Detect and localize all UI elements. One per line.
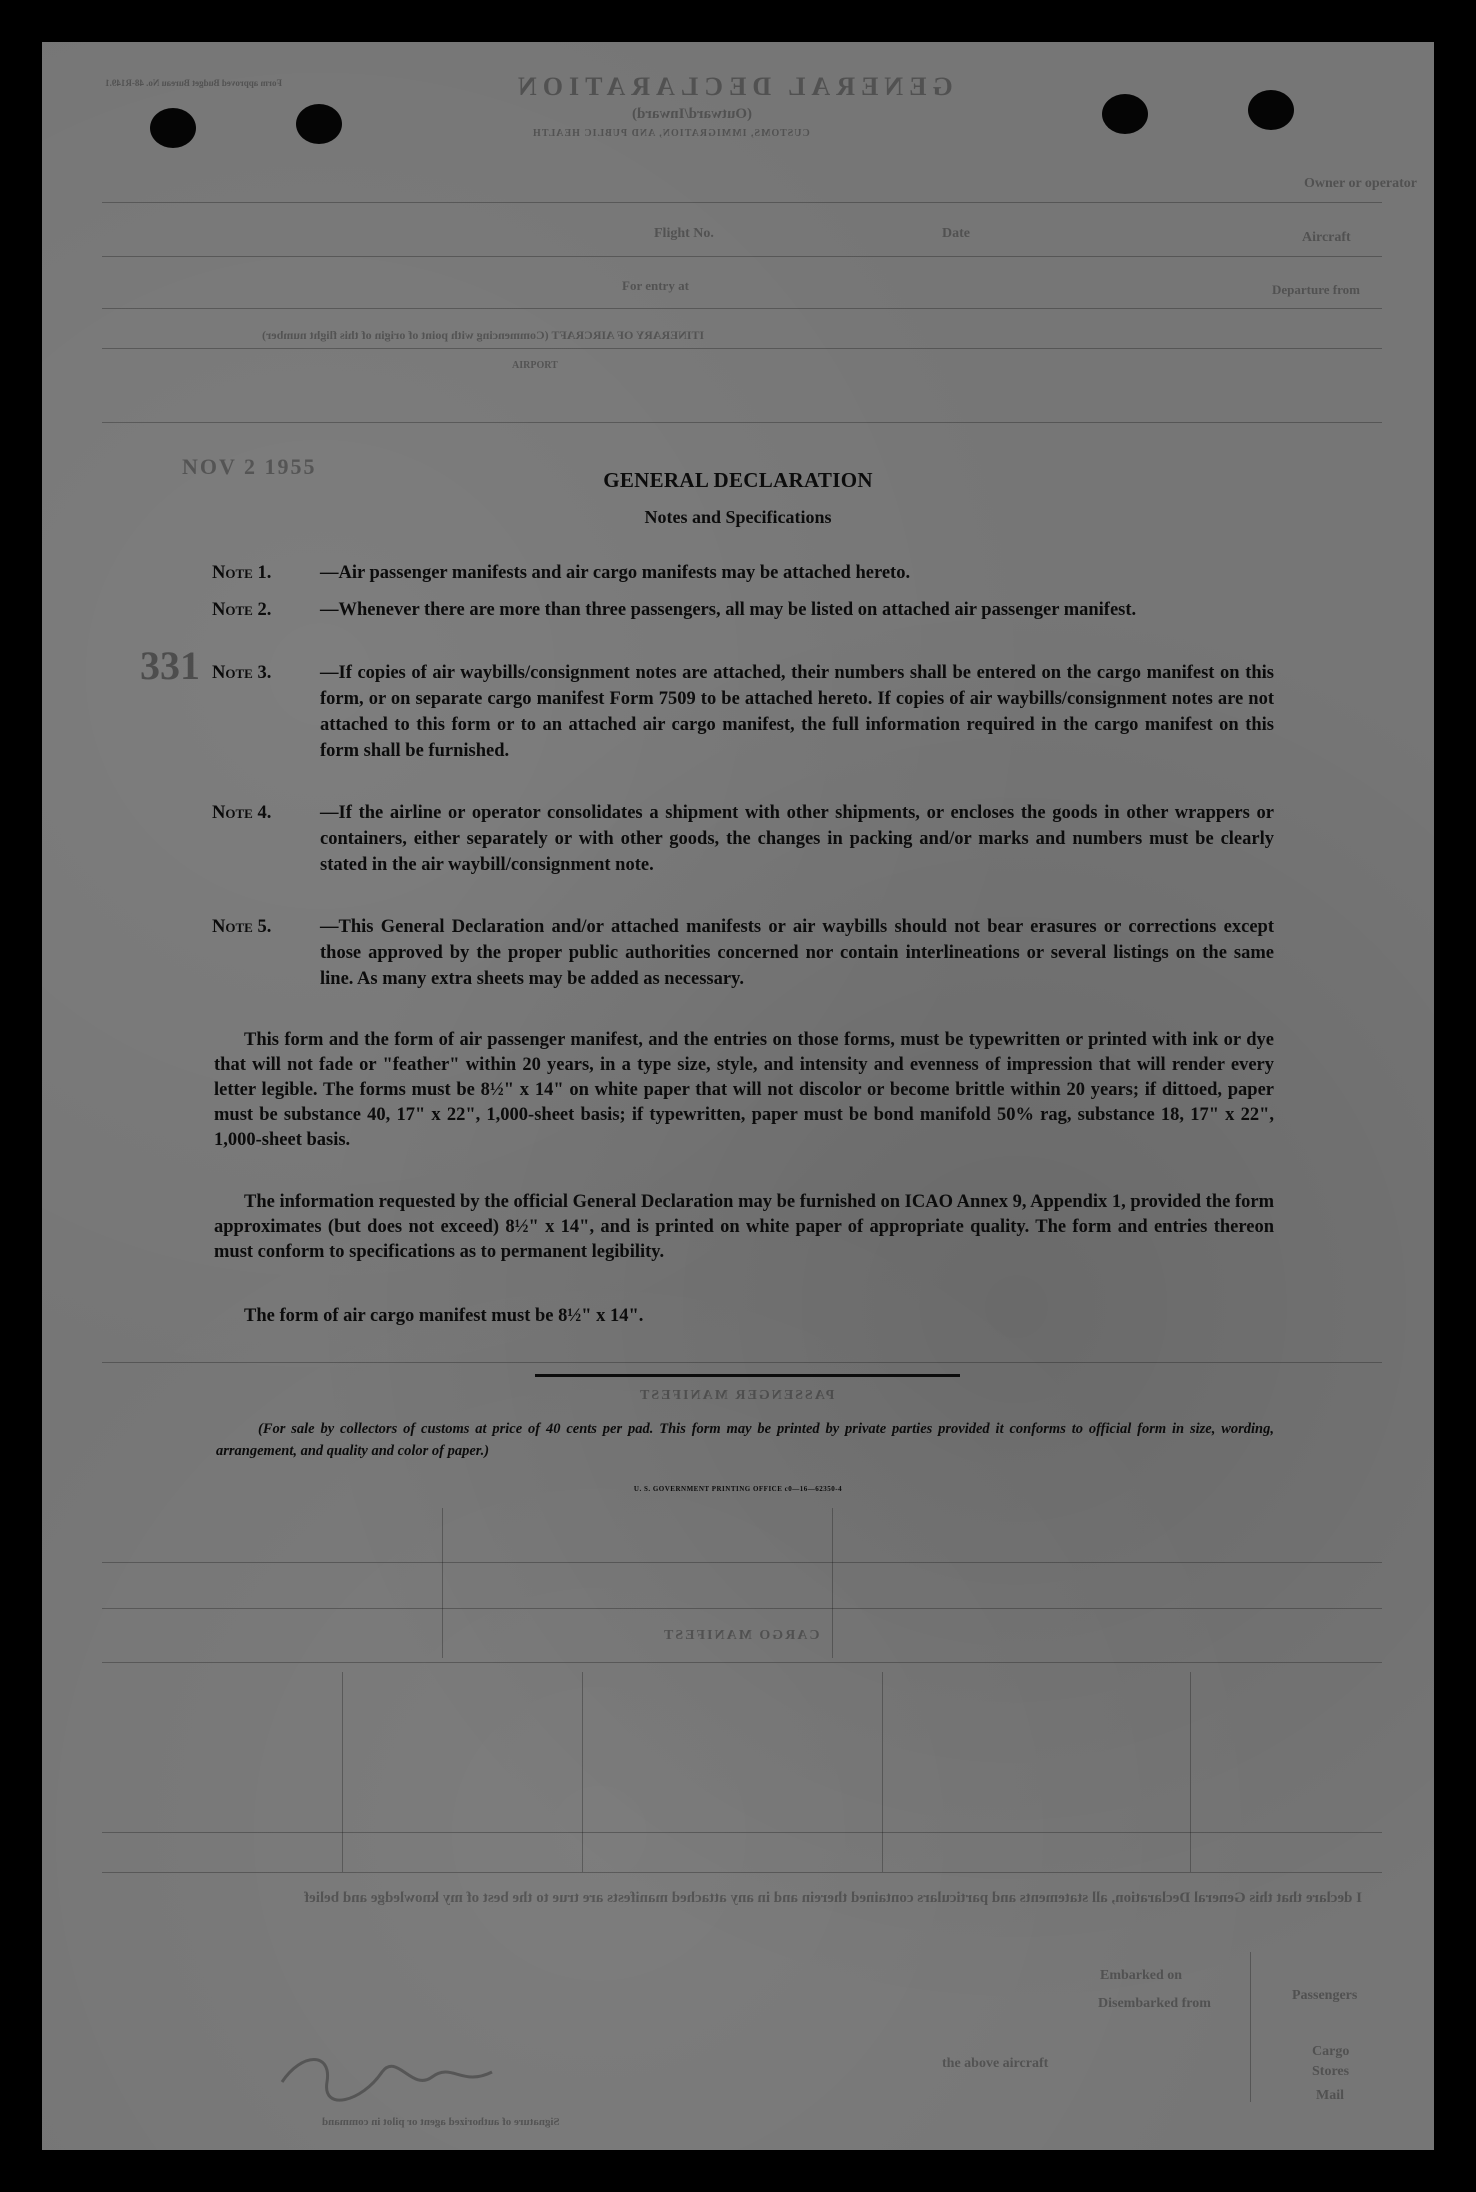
bleed-rule bbox=[342, 1672, 343, 1872]
bleed-rule bbox=[442, 1508, 443, 1658]
bleed-passenger-manifest: PASSENGER MANIFEST bbox=[638, 1388, 835, 1403]
bleed-rule bbox=[1190, 1672, 1191, 1872]
divider-rule bbox=[535, 1374, 960, 1377]
note-3-text: —If copies of air waybills/consignment notes are attached, their numbers shall be entered on the cargo manifest on this form, or on separate cargo manifest Form 7509 to be attached hereto. If copies of air waybills/consignment notes are not attached to this form or to an attached air cargo manifest, the full information required in the cargo manifest on this form shall be furnished. bbox=[320, 663, 1274, 761]
note-3-label: Note 3. bbox=[212, 663, 272, 683]
page-subtitle: Notes and Specifications bbox=[644, 507, 832, 527]
bleed-rule bbox=[102, 1662, 1382, 1663]
note-2-label: Note 2. bbox=[212, 600, 272, 620]
bleed-row-owner: Owner or operator bbox=[1304, 176, 1418, 191]
bleed-itinerary: ITINERARY OF AIRCRAFT (Commencing with point of origin of this flight number) bbox=[262, 328, 705, 342]
bleed-rule bbox=[102, 202, 1382, 203]
bleed-stamp: NOV 2 1955 bbox=[182, 454, 317, 479]
bleed-row-date: Date bbox=[942, 226, 970, 241]
bleed-rule bbox=[102, 1608, 1382, 1609]
punch-hole-left-2 bbox=[296, 104, 342, 144]
punch-hole-left-1 bbox=[150, 108, 196, 148]
bleed-cargo: Cargo bbox=[1312, 2044, 1350, 2059]
note-4-label: Note 4. bbox=[212, 803, 272, 823]
bleed-col-airport: AIRPORT bbox=[512, 360, 558, 371]
bleed-rule bbox=[102, 422, 1382, 423]
punch-hole-right-1 bbox=[1102, 94, 1148, 134]
bleed-above-aircraft: the above aircraft bbox=[942, 2056, 1049, 2071]
bleed-row-arrival: For entry at bbox=[622, 278, 689, 293]
bleed-signature-scribble bbox=[272, 2042, 512, 2112]
note-5-label: Note 5. bbox=[212, 917, 272, 937]
bleed-rule bbox=[102, 348, 1382, 349]
bleed-rule bbox=[102, 1362, 1382, 1363]
bleed-rule bbox=[832, 1508, 833, 1658]
paragraph-paper-requirements: This form and the form of air passenger manifest, and the entries on those forms, must be typewritten or printed with ink or dye that will not fade or "feather" within 20 years, in a type size, style, and intensity and evenness of impression that will render every letter legible. The forms must be 8½" x 14" on white paper that will not discolor or become brittle within 20 years; if dittoed, paper must be substance 40, 17" x 22", 1,000-sheet basis; if typewritten, paper must be bond manifold 50% rag, substance 18, 17" x 22", 1,000-sheet basis. bbox=[214, 1030, 1274, 1150]
bleed-rule bbox=[102, 1872, 1382, 1873]
bleed-disembarked: Disembarked from bbox=[1098, 1996, 1211, 2011]
bleed-signature-caption: Signature of authorized agent or pilot in command bbox=[322, 2116, 560, 2128]
bleed-rule bbox=[882, 1672, 883, 1872]
paragraph-cargo-manifest-size: The form of air cargo manifest must be 8½" x 14". bbox=[244, 1306, 644, 1326]
printing-office-imprint: U. S. GOVERNMENT PRINTING OFFICE c0—16—62350-4 bbox=[633, 1485, 843, 1493]
bleed-rule bbox=[582, 1672, 583, 1872]
sale-note: (For sale by collectors of customs at price of 40 cents per pad. This form may be printed by private parties provided it conforms to official form in size, wording, arrangement, and quality and color of paper.) bbox=[216, 1421, 1274, 1459]
note-4-text: —If the airline or operator consolidates a shipment with other shipments, or encloses the goods in other wrappers or containers, either separately or with other goods, the changes in packing and/or marks and numbers must be clearly stated in the air waybill/consignment note. bbox=[320, 803, 1274, 875]
note-2-text: —Whenever there are more than three passengers, all may be listed on attached air passenger manifest. bbox=[320, 600, 1137, 620]
bleed-agencies: CUSTOMS, IMMIGRATION, AND PUBLIC HEALTH bbox=[532, 128, 810, 139]
note-1-label: Note 1. bbox=[212, 563, 272, 583]
bleed-declare: I declare that this General Declaration, all statements and particulars contained therein and in any attached manifests are true to the best of my knowledge and belief bbox=[304, 1890, 1362, 1906]
bleed-row-aircraft: Aircraft bbox=[1302, 230, 1351, 245]
bleed-page-number: 331 bbox=[140, 643, 200, 688]
bleed-embarked: Embarked on bbox=[1100, 1968, 1183, 1983]
bleed-passengers: Passengers bbox=[1292, 1988, 1358, 2003]
bleed-subheading: (Outward/Inward) bbox=[632, 106, 753, 122]
bleed-rule bbox=[102, 1562, 1382, 1563]
bleed-stores: Stores bbox=[1312, 2064, 1350, 2079]
bleed-row-flight: Flight No. bbox=[654, 226, 714, 241]
bleed-row-departure: Departure from bbox=[1272, 282, 1360, 297]
bleed-rule bbox=[102, 256, 1382, 257]
paragraph-icao-annex: The information requested by the official General Declaration may be furnished on ICAO Annex 9, Appendix 1, provided the form approximates (but does not exceed) 8½" x 14", and is printed on white paper of appropriate quality. The form and entries thereon must conform to specifications as to permanent legibility. bbox=[214, 1192, 1274, 1262]
bleed-heading: GENERAL DECLARATION bbox=[512, 72, 953, 101]
note-5-text: —This General Declaration and/or attached manifests or air waybills should not bear erasures or corrections except those approved by the proper public authorities concerned nor contain interlineations or several listings on the same line. As many extra sheets may be added as necessary. bbox=[320, 917, 1274, 989]
note-1-text: —Air passenger manifests and air cargo manifests may be attached hereto. bbox=[320, 563, 911, 583]
bleed-rule bbox=[102, 308, 1382, 309]
bleed-mail: Mail bbox=[1316, 2088, 1344, 2103]
bleed-rule bbox=[1250, 1952, 1251, 2102]
punch-hole-right-2 bbox=[1248, 90, 1294, 130]
bleed-cargo-manifest: CARGO MANIFEST bbox=[662, 1628, 820, 1643]
page-title: GENERAL DECLARATION bbox=[603, 468, 873, 492]
bleed-budget: Form approved Budget Bureau No. 48-R149.1 bbox=[105, 78, 282, 88]
